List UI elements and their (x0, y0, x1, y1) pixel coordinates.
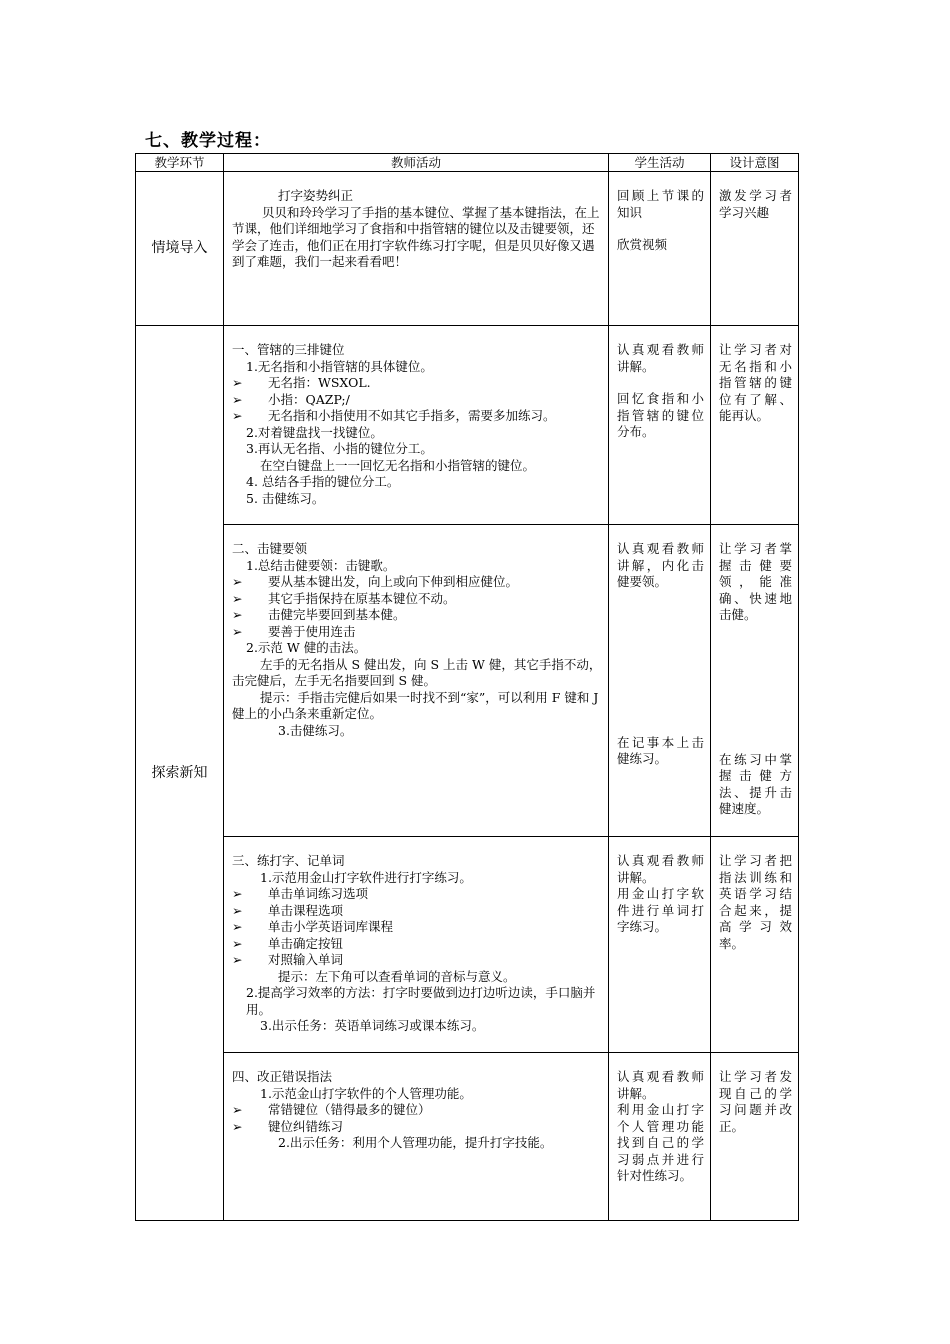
cell-text (617, 687, 704, 703)
bullet-item (232, 903, 602, 920)
teacher-line: 左手的无名指从 S 健出发，向 S 上击 W 健，其它手指不动，击完健后，左手无名指要回到 S 健。 (232, 656, 602, 688)
cell-text (617, 639, 704, 655)
teacher-cell (224, 326, 609, 525)
student-cell (609, 837, 711, 1053)
teacher-line: 提示：左下角可以查看单词的音标与意义。 (278, 968, 516, 984)
bullet-item (232, 936, 602, 953)
cell-text (617, 221, 704, 237)
cell-text: 利用金山打字个人管理功能找到自己的学习弱点并进行针对性练习。 (617, 1102, 704, 1183)
teacher-cell (224, 525, 609, 837)
bullet-text: 击健完毕要回到基本健。 (268, 607, 406, 622)
stage-cell: 情境导入 (136, 172, 224, 326)
bullet-text: 无名指和小指使用不如其它手指多，需要多加练习。 (268, 408, 556, 423)
cell-text (617, 719, 704, 735)
teaching-process-table (135, 153, 799, 1221)
arrow-bullet-icon: ➢ (232, 590, 243, 606)
cell-text (617, 591, 704, 607)
bullet-text: 单击单词练习选项 (268, 886, 369, 901)
teacher-line: 2.对着键盘找一找键位。 (246, 424, 383, 440)
teacher-line: 在空白键盘上一一回忆无名指和小指管辖的键位。 (260, 457, 536, 473)
teacher-line: 贝贝和玲玲学习了手指的基本键位、掌握了基本键指法，在上节课，他们详细地学习了食指和中指管辖的键位以及击键要领，还学会了连击，他们正在用打字软件练习打字呢，但是贝贝好像又遇到了难题，我们一起来看看吧！ (232, 204, 600, 269)
teacher-line: 四、改正错误指法 (232, 1069, 333, 1084)
student-cell (609, 172, 711, 326)
teacher-line: 3.出示任务：英语单词练习或课本练习。 (260, 1018, 485, 1033)
bullet-text: 单击课程选项 (268, 902, 344, 918)
bullet-text: 常错键位（错得最多的键位） (268, 1102, 431, 1117)
teacher-cell (224, 172, 609, 326)
design-cell (711, 172, 799, 326)
bullet-text: 单击小学英语词库课程 (268, 919, 394, 934)
table-row (136, 525, 799, 837)
cell-text (719, 720, 792, 736)
cell-text (719, 640, 792, 656)
teacher-line: 5. 击健练习。 (246, 490, 325, 506)
design-cell (711, 525, 799, 837)
teacher-line: 三、练打字、记单词 (232, 853, 345, 868)
design-cell (711, 326, 799, 525)
teacher-line: 1.总结击健要领：击键歌。 (246, 557, 396, 573)
arrow-bullet-icon: ➢ (232, 574, 243, 589)
stage-cell: 探索新知 (136, 326, 224, 1221)
cell-text: 让学习者发现自己的学习问题并改正。 (719, 1069, 792, 1134)
bullet-text: 其它手指保持在原基本键位不动。 (268, 590, 456, 606)
table-row (136, 1053, 799, 1221)
teacher-cell (224, 1053, 609, 1221)
cell-text: 让学习者把指法训练和英语学习结合起来，提高学习效率。 (719, 853, 792, 951)
teacher-line: 一、管辖的三排键位 (232, 342, 345, 357)
bullet-text: 要善于使用连击 (268, 623, 356, 639)
teacher-line: 2.示范 W 健的击法。 (246, 640, 367, 655)
arrow-bullet-icon: ➢ (232, 935, 243, 951)
col-header-student: 学生活动 (609, 154, 711, 172)
cell-text (719, 656, 792, 672)
cell-text: 让学习者对无名指和小指管辖的键位有了解、能再认。 (719, 342, 792, 423)
cell-text: 认真观看教师讲解。 (617, 342, 704, 374)
cell-text (617, 703, 704, 719)
cell-text: 在练习中掌握击健方法、提升击健速度。 (719, 751, 792, 816)
student-cell (609, 326, 711, 525)
cell-text: 让学习者掌握击健要领，能准确、快速地击健。 (719, 541, 792, 622)
arrow-bullet-icon: ➢ (232, 607, 243, 622)
bullet-item (232, 1119, 602, 1136)
teacher-line: 打字姿势纠正 (278, 188, 354, 203)
arrow-bullet-icon: ➢ (232, 1102, 243, 1117)
teacher-line: 1.示范用金山打字软件进行打字练习。 (260, 869, 472, 885)
cell-text (719, 688, 792, 704)
cell-text: 认真观看教师讲解，内化击健要领。 (617, 541, 704, 589)
col-header-stage: 教学环节 (136, 154, 224, 172)
cell-text (617, 655, 704, 671)
cell-text (617, 623, 704, 639)
teacher-cell (224, 837, 609, 1053)
bullet-item (232, 408, 602, 425)
bullet-item (232, 919, 602, 936)
cell-text: 用金山打字软件进行单词打字练习。 (617, 886, 704, 934)
bullet-text: 小指：QAZP;/ (268, 391, 350, 407)
bullet-item (232, 1102, 602, 1119)
teacher-line: 1.无名指和小指管辖的具体键位。 (246, 358, 433, 374)
bullet-item (232, 574, 602, 591)
cell-text: 认真观看教师讲解。 (617, 1069, 704, 1101)
cell-text: 回顾上节课的知识 (617, 188, 704, 220)
bullet-item (232, 624, 602, 641)
bullet-item (232, 591, 602, 608)
teacher-line: 3.击健练习。 (278, 722, 353, 738)
arrow-bullet-icon: ➢ (232, 919, 243, 934)
cell-text: 激发学习者学习兴趣 (719, 188, 792, 220)
arrow-bullet-icon: ➢ (232, 375, 243, 390)
cell-text: 认真观看教师讲解。 (617, 853, 704, 885)
student-cell (609, 525, 711, 837)
cell-text (719, 624, 792, 640)
cell-text (719, 704, 792, 720)
teacher-line: 4. 总结各手指的键位分工。 (246, 474, 400, 489)
arrow-bullet-icon: ➢ (232, 391, 243, 407)
design-cell (711, 1053, 799, 1221)
bullet-text: 单击确定按钮 (268, 935, 344, 951)
bullet-item (232, 886, 602, 903)
bullet-text: 键位纠错练习 (268, 1118, 344, 1134)
table-row (136, 172, 799, 326)
cell-text (617, 671, 704, 687)
cell-text (719, 672, 792, 688)
cell-text: 回忆食指和小指管辖的键位分布。 (617, 391, 704, 439)
bullet-item (232, 952, 602, 969)
teacher-line: 二、击键要领 (232, 541, 308, 556)
table-row (136, 326, 799, 525)
cell-text: 欣赏视频 (617, 237, 668, 252)
bullet-text: 要从基本键出发，向上或向下伸到相应健位。 (268, 574, 519, 589)
arrow-bullet-icon: ➢ (232, 952, 243, 967)
cell-text (617, 375, 704, 391)
bullet-item (232, 607, 602, 624)
table-header-row (136, 154, 799, 172)
teacher-line: 1.示范金山打字软件的个人管理功能。 (260, 1085, 472, 1101)
teacher-line: 提示：手指击完健后如果一时找不到“家”，可以利用 F 键和 J 健上的小凸条来重新定位。 (232, 689, 603, 721)
cell-text: 在记事本上击健练习。 (617, 734, 704, 766)
teacher-line: 2.出示任务：利用个人管理功能，提升打字技能。 (278, 1135, 553, 1150)
arrow-bullet-icon: ➢ (232, 1118, 243, 1134)
arrow-bullet-icon: ➢ (232, 902, 243, 918)
student-cell (609, 1053, 711, 1221)
bullet-item (232, 392, 602, 409)
teacher-line: 3.再认无名指、小指的键位分工。 (246, 441, 433, 456)
arrow-bullet-icon: ➢ (232, 408, 243, 423)
table-row (136, 837, 799, 1053)
col-header-teacher: 教师活动 (224, 154, 609, 172)
design-cell (711, 837, 799, 1053)
cell-text (617, 607, 704, 623)
teacher-line: 2.提高学习效率的方法：打字时要做到边打边听边读，手口脑并用。 (246, 985, 596, 1017)
bullet-item (232, 375, 602, 392)
cell-text (719, 736, 792, 752)
arrow-bullet-icon: ➢ (232, 623, 243, 639)
section-heading: 七、教学过程： (145, 131, 271, 151)
bullet-text: 无名指：WSXOL. (268, 375, 371, 390)
col-header-design: 设计意图 (711, 154, 799, 172)
bullet-text: 对照输入单词 (268, 952, 344, 967)
arrow-bullet-icon: ➢ (232, 886, 243, 901)
